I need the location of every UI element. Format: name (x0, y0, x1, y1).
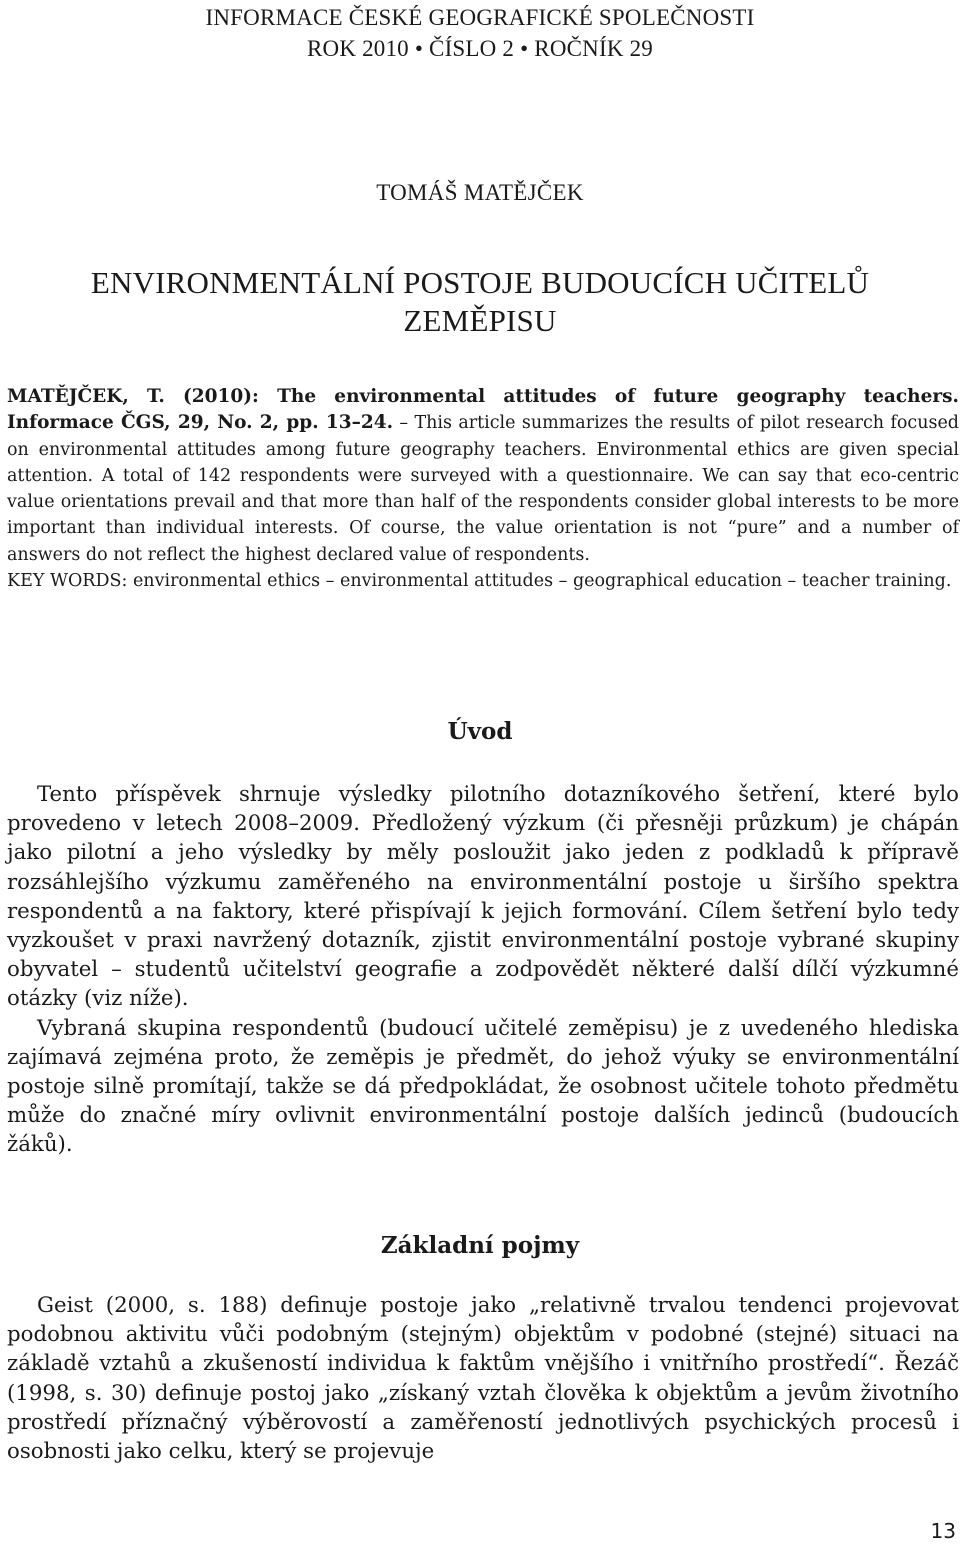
abstract-text: – This article summarizes the results of pilot research focused on environmental attitudes among future geography teachers. Environmental ethics are given special attention. A total of 142 respondents were surveyed with a questionnaire. We can say that eco-centric value orientations prevail and that more than half of the respondents consider global interests to be more important than individual interests. Of course, the value orientation is not “pure” and a number of answers do not reflect the highest declared value of respondents. (7, 413, 960, 565)
author-name: TOMÁŠ MATĚJČEK (376, 180, 584, 205)
journal-header (0, 2, 960, 64)
journal-name: INFORMACE ČESKÉ GEOGRAFICKÉ SPOLEČNOSTI (205, 5, 755, 30)
journal-issue: ROK 2010 • ČÍSLO 2 • ROČNÍK 29 (306, 36, 654, 61)
abstract-paragraph (7, 384, 959, 568)
abstract-keywords: KEY WORDS: environmental ethics – environmental attitudes – geographical education – teacher training. (7, 571, 952, 592)
title-line-1: ENVIRONMENTÁLNÍ POSTOJE BUDOUCÍCH UČITELŮ (90, 265, 870, 300)
section-body-zakladni-pojmy (7, 1291, 959, 1466)
section-heading-zakladni-pojmy: Základní pojmy (380, 1232, 580, 1259)
body-paragraph: Tento příspěvek shrnuje výsledky pilotního dotazníkového šetření, které bylo provedeno v letech 2008–2009. Předložený výzkum (či přesněji průzkum) je chápán jako pilotní a jeho výsledky by měly posloužit jako jeden z podkladů k přípravě rozsáhlejšího výzkumu zaměřeného na environmentální postoje u širšího spektra respondentů a na faktory, které přispívají k jejich formování. Cílem šetření bylo tedy vyzkoušet v praxi navržený dotazník, zjistit environmentální postoje vybrané skupiny obyvatel – studentů učitelství geografie a zodpovědět některé další dílčí výzkumné otázky (viz níže). (7, 782, 959, 1012)
abstract-citation: MATĚJČEK, T. (2010): The environmental attitudes of future geography teachers. Informace ČGS, 29, No. 2, pp. 13–24. (7, 386, 959, 434)
article-title (0, 264, 960, 340)
section-heading-uvod: Úvod (447, 718, 513, 745)
section-body-uvod (7, 780, 959, 1160)
page-number: 13 (930, 1519, 956, 1543)
body-paragraph: Vybraná skupina respondentů (budoucí učitelé zeměpisu) je z uvedeného hlediska zajímavá zejména proto, že zeměpis je předmět, do jehož výuky se environmentální postoje silně promítají, takže se dá předpokládat, že osobnost učitele tohoto předmětu může do značné míry ovlivnit environmentální postoje dalších jedinců (budoucích žáků). (7, 1015, 959, 1158)
abstract (7, 384, 959, 594)
body-paragraph: Geist (2000, s. 188) definuje postoje jako „relativně trvalou tendenci projevovat podobnou aktivitu vůči podobným (stejným) objektům v podobné (stejné) situaci na základě vztahů a zkušeností individua k faktům vnějšího i vnitřního prostředí“. Řezáč (1998, s. 30) definuje postoj jako „získaný vztah člověka k objektům a jevům životního prostředí příznačný výběrovostí a zaměřeností jednotlivých psychických procesů i osobnosti jako celku, který se projevuje (7, 1293, 959, 1465)
title-line-2: ZEMĚPISU (403, 303, 557, 338)
